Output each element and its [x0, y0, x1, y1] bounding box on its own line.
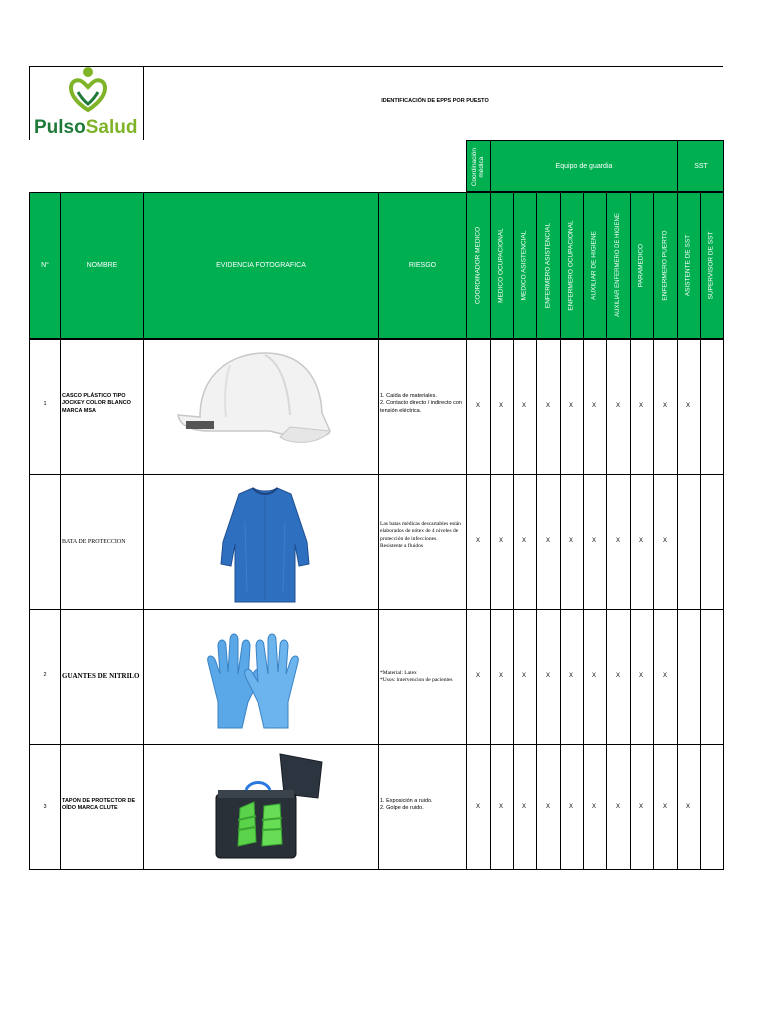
- table-row-name: BATA DE PROTECCION: [62, 539, 126, 545]
- position-mark: X: [545, 403, 550, 409]
- position-mark: X: [638, 804, 643, 810]
- position-mark: X: [568, 804, 573, 810]
- position-mark: X: [662, 538, 667, 544]
- position-mark: X: [498, 538, 503, 544]
- position-mark: X: [521, 538, 526, 544]
- position-mark: X: [638, 403, 643, 409]
- position-mark: X: [498, 804, 503, 810]
- table-row-risk: [380, 798, 464, 813]
- table-row-name: TAPON DE PROTECTOR DE OÍDO MARCA CLUTE: [62, 798, 136, 812]
- position-header: ASISTENTE DE SST: [684, 234, 692, 297]
- position-mark: X: [591, 804, 596, 810]
- position-mark: X: [615, 403, 620, 409]
- position-mark: X: [568, 673, 573, 679]
- risk-line: Las batas médicas descartables están elaborados de nótex de 4 niveles de protección de infecciones.: [380, 521, 461, 542]
- nitrile-gloves-icon: [198, 632, 308, 732]
- position-mark: X: [662, 403, 667, 409]
- position-mark: X: [591, 403, 596, 409]
- table-row-name: CASCO PLÁSTICO TIPO JOCKEY COLOR BLANCO MARCA MSA: [62, 393, 131, 414]
- position-header: PARAMEDICO: [637, 243, 645, 288]
- position-header: ENFERMERO ASISTENCIAL: [544, 222, 552, 309]
- position-header: MEDICO OCUPACIONAL: [497, 228, 505, 303]
- ear-plug-case-icon: [210, 750, 330, 862]
- position-mark: X: [545, 804, 550, 810]
- risk-line: *Usos: intervencion de pacientes: [380, 677, 453, 684]
- position-header: AUXILIAR DE HIGIENE: [590, 231, 598, 300]
- position-header: COORDINADOR MEDICO: [474, 226, 482, 305]
- position-header: SUPERVISOR DE SST: [707, 231, 715, 300]
- position-mark: X: [662, 673, 667, 679]
- position-header: MEDICO ASISTENCIAL: [520, 230, 528, 301]
- brand-part2: Salud: [85, 117, 138, 138]
- logo: [32, 66, 142, 140]
- position-mark: X: [568, 403, 573, 409]
- position-mark: X: [475, 538, 480, 544]
- position-header: ENFERMERO OCUPACIONAL: [567, 220, 575, 311]
- group-coordinacion-medica: Coordinación médica: [470, 147, 485, 187]
- blue-gown-icon: [215, 482, 315, 606]
- position-header: ENFERMERO PUERTO: [661, 230, 669, 301]
- position-mark: X: [591, 673, 596, 679]
- position-mark: X: [475, 673, 480, 679]
- table-row-risk: [380, 670, 466, 685]
- position-mark: X: [521, 804, 526, 810]
- risk-line: 2. Contacto directo / indirecto con tensión eléctrica.: [380, 400, 462, 414]
- position-mark: X: [615, 804, 620, 810]
- risk-line: Resistente a fluidos: [380, 543, 424, 550]
- brand-part1: Pulso: [34, 117, 86, 138]
- position-mark: X: [568, 538, 573, 544]
- table-row-no: 1: [43, 401, 47, 407]
- table-row-risk: [380, 393, 464, 415]
- position-mark: X: [498, 673, 503, 679]
- document-title: IDENTIFICACIÓN DE EPPS POR PUESTO: [381, 98, 489, 104]
- position-mark: X: [475, 804, 480, 810]
- position-mark: X: [615, 538, 620, 544]
- table-row-name: GUANTES DE NITRILO: [62, 672, 140, 680]
- position-mark: X: [521, 673, 526, 679]
- header-risk: RIESGO: [408, 262, 437, 269]
- position-mark: X: [638, 673, 643, 679]
- header-evidence: EVIDENCIA FOTOGRAFICA: [216, 262, 306, 269]
- white-hard-hat-icon: [170, 345, 350, 465]
- table-row-no: 2: [43, 672, 47, 678]
- header-no: N°: [41, 262, 49, 269]
- risk-line: 1. Caída de materiales.: [380, 393, 437, 399]
- table-row-no: 3: [43, 804, 47, 810]
- risk-line: 1. Exposición a ruido.: [380, 798, 433, 804]
- position-mark: X: [685, 804, 690, 810]
- position-mark: X: [638, 538, 643, 544]
- position-mark: X: [662, 804, 667, 810]
- risk-line: 2. Golpe de ruido.: [380, 805, 424, 812]
- brand-name: [34, 117, 137, 139]
- group-equipo-guardia: Equipo de guardia: [555, 162, 613, 170]
- risk-line: *Material: Latex: [380, 670, 417, 676]
- position-mark: X: [685, 403, 690, 409]
- group-sst: SST: [694, 162, 708, 170]
- position-mark: X: [521, 403, 526, 409]
- position-mark: X: [545, 673, 550, 679]
- position-header: AUXILIAR ENFERMERO DE HIGIENE: [615, 213, 621, 317]
- position-mark: X: [498, 403, 503, 409]
- position-mark: X: [545, 538, 550, 544]
- position-mark: X: [591, 538, 596, 544]
- pulsosalud-logo-icon: [64, 66, 114, 116]
- position-mark: X: [475, 403, 480, 409]
- table-row-risk: [380, 521, 464, 551]
- position-mark: X: [615, 673, 620, 679]
- header-name: NOMBRE: [86, 262, 118, 269]
